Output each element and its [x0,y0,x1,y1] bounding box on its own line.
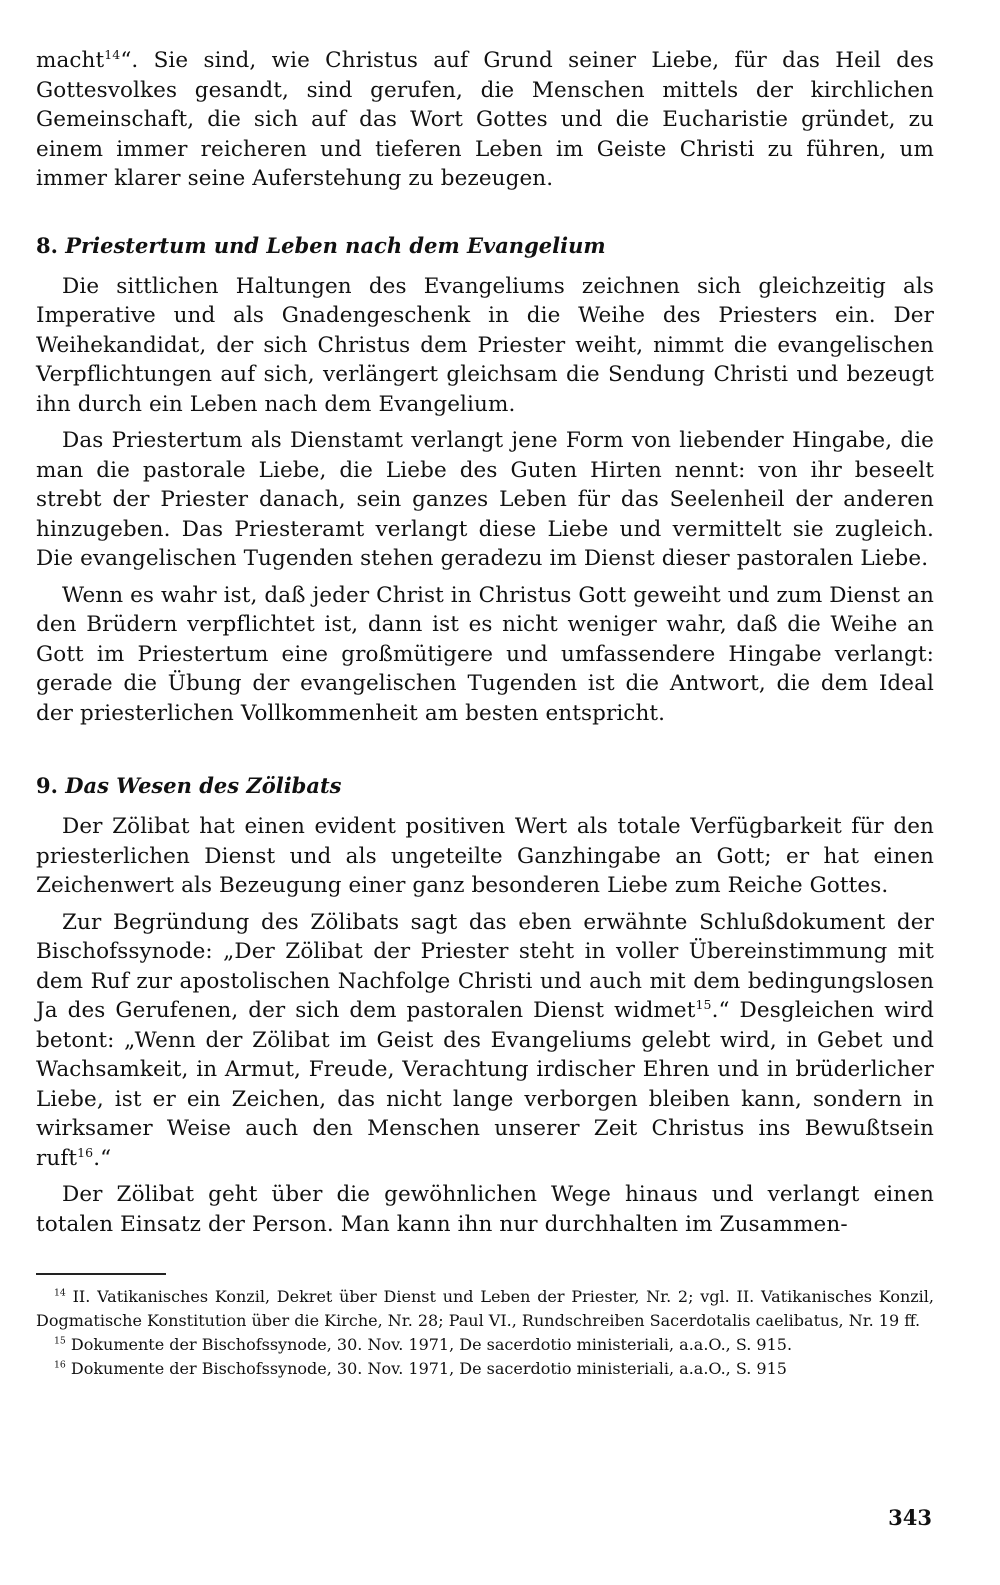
footnote-14-text: II. Vatikanisches Konzil, Dekret über Dienst und Leben der Priester, Nr. 2; vgl. II. Vatikanisches Konzil, Dogmatische Konstitution über die Kirche, Nr. 28; Paul VI., Rundschreiben Sacerdotalis caelibatus, Nr. 19 ff. [36,1287,934,1330]
section-9-paragraph-2-part-a: Zur Begründung des Zölibats sagt das eben erwähnte Schlußdokument der Bischofssynode: „Der Zölibat der Priester steht in voller Übereinstimmung mit dem Ruf zur apostolischen Nachfolge Christi und auch mit dem bedingungslosen Ja des Gerufenen, der sich dem pastoralen Dienst widmet [36,909,934,1023]
intro-paragraph [36,46,934,194]
section-9-paragraph-2 [36,908,934,1174]
footnote-divider [36,1273,166,1275]
footnote-16 [36,1357,934,1381]
section-9-number: 9. [36,773,58,798]
section-9-paragraph-2-part-b: .“ Desgleichen wird betont: „Wenn der Zölibat im Geist des Evangeliums gelebt wird, in Gebet und Wachsamkeit, in Armut, Freude, Verachtung irdischer Ehren und in brüderlicher Liebe, ist er ein Zeichen, das nicht lange verborgen bleiben kann, sondern in wirksamer Weise auch den Menschen unserer Zeit Christus ins Bewußtsein ruft [36,998,934,1171]
footnote-ref-14: 14 [104,46,121,62]
intro-lead: macht [36,48,105,73]
footnote-ref-15: 15 [695,996,712,1012]
page-number: 343 [888,1505,932,1530]
footnote-16-number: 16 [54,1359,66,1371]
section-8-paragraph-3: Wenn es wahr ist, daß jeder Christ in Christus Gott geweiht und zum Dienst an den Brüdern verpflichtet ist, dann ist es nicht weniger wahr, daß die Weihe an Gott im Priestertum eine großmütigere und umfassendere Hingabe verlangt: gerade die Übung der evangelischen Tugenden ist die Antwort, die dem Ideal der priesterlichen Vollkommenheit am besten entspricht. [36,582,934,726]
footnote-14 [36,1285,934,1333]
section-9-paragraph-2-part-c: .“ [93,1145,112,1171]
section-9-heading [36,772,934,800]
footnote-ref-16: 16 [77,1144,94,1160]
section-8-heading [36,232,934,260]
section-9-title: Das Wesen des Zölibats [65,773,342,798]
section-8-paragraph-2: Das Priestertum als Dienstamt verlangt jene Form von liebender Hingabe, die man die pastorale Liebe, die Liebe des Guten Hirten nennt: von ihr beseelt strebt der Priester danach, sein ganzes Leben für das Seelenheil der anderen hinzugeben. Das Priesteramt verlangt diese Liebe und vermittelt sie zugleich. Die evangelischen Tugenden stehen geradezu im Dienst dieser pastoralen Liebe. [36,428,934,571]
section-8-number: 8. [36,232,58,258]
section-8-title: Priestertum und Leben nach dem Evangelium [65,232,606,258]
intro-rest: “. Sie sind, wie Christus auf Grund seiner Liebe, für das Heil des Gottesvolkes gesandt, sind gerufen, die Menschen mittels der kirchlichen Gemeinschaft, die sich auf das Wort Gottes und die Eucharistie gründet, zu einem immer reicheren und tieferen Leben im Geiste Christi zu führen, um immer klarer seine Auferstehung zu bezeugen. [36,48,934,191]
footnote-15 [36,1333,934,1357]
footnote-14-number: 14 [54,1287,66,1299]
footnote-15-number: 15 [54,1335,66,1347]
section-8-paragraph-1: Die sittlichen Haltungen des Evangeliums zeichnen sich gleichzeitig als Imperative und als Gnadengeschenk in die Weihe des Priesters ein. Der Weihekandidat, der sich Christus dem Priester weiht, nimmt die evangelischen Verpflichtungen auf sich, verlängert gleichsam die Sendung Christi und bezeugt ihn durch ein Leben nach dem Evangelium. [36,273,934,417]
section-9-paragraph-1: Der Zölibat hat einen evident positiven Wert als totale Verfügbarkeit für den priesterlichen Dienst und als ungeteilte Ganzhingabe an Gott; er hat einen Zeichenwert als Bezeugung einer ganz besonderen Liebe zum Reiche Gottes. [36,814,934,898]
footnote-15-text: Dokumente der Bischofssynode, 30. Nov. 1971, De sacerdotio ministeriali, a.a.O., S. 915. [65,1335,793,1354]
section-9-paragraph-3: Der Zölibat geht über die gewöhnlichen Wege hinaus und verlangt einen totalen Einsatz der Person. Man kann ihn nur durchhalten im Zusammen- [36,1182,934,1237]
footnote-16-text: Dokumente der Bischofssynode, 30. Nov. 1971, De sacerdotio ministeriali, a.a.O., S. 915 [65,1359,787,1378]
